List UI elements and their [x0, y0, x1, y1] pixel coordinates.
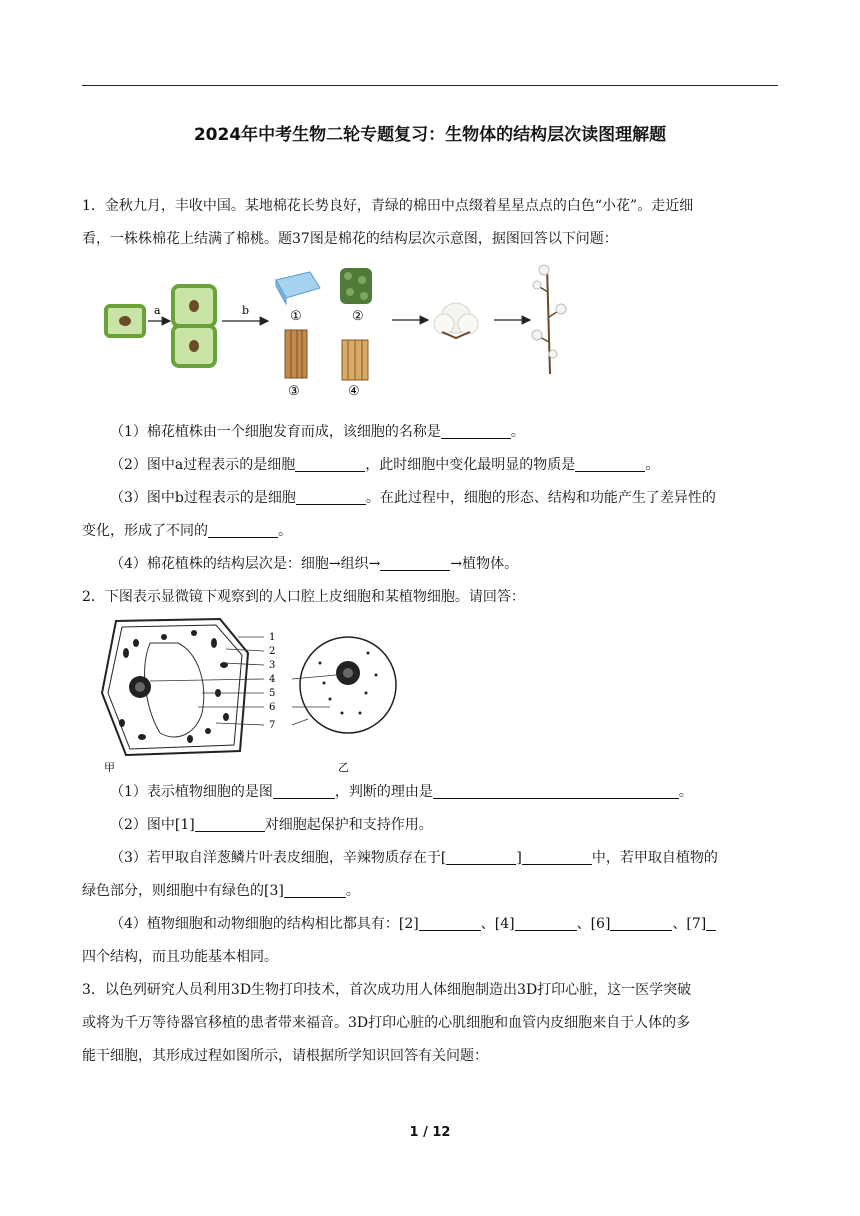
- label-a: a: [154, 304, 161, 317]
- q1-intro-line1: 1．金秋九月，丰收中国。某地棉花长势良好，青绿的棉田中点缀着星星点点的白色“小花”。走近细: [82, 198, 694, 214]
- cotton-plant-image: [532, 265, 566, 374]
- plant-cell-diagram: [102, 619, 248, 755]
- tissue-2-label: ②: [352, 309, 364, 324]
- label-4: 4: [269, 674, 276, 685]
- label-5: 5: [269, 688, 276, 699]
- q3-line1: 3．以色列研究人员利用3D生物打印技术，首次成功用人体细胞制造出3D打印心脏，这一医学突破: [82, 982, 692, 998]
- answer-blank[interactable]: [295, 457, 365, 472]
- answer-blank[interactable]: [575, 457, 645, 472]
- label-jia: 甲: [104, 761, 115, 773]
- label-b: b: [242, 304, 250, 317]
- answer-blank[interactable]: [610, 916, 672, 931]
- tissue-3-image: [285, 330, 307, 378]
- page-number: 1 / 12: [409, 1125, 451, 1140]
- animal-cell-diagram: [292, 637, 396, 733]
- q2-sub1: （1）表示植物细胞的是图 ，判断的理由是 。: [110, 784, 693, 800]
- tissue-3-label: ③: [288, 384, 300, 399]
- tissue-4-image: [342, 340, 368, 380]
- q2-sub4-cont: 四个结构，而且功能基本相同。: [82, 949, 278, 965]
- q1-sub4: （4）棉花植株的结构层次是：细胞→组织→ →植物体。: [110, 556, 519, 572]
- label-2: 2: [269, 646, 276, 657]
- tissue-1-image: [276, 272, 320, 304]
- tissue-4-label: ④: [348, 384, 360, 399]
- tissue-1-label: ①: [290, 309, 302, 324]
- q2-sub4: （4）植物细胞和动物细胞的结构相比都具有：[2] 、[4] 、[6] 、[7]: [110, 914, 810, 934]
- label-7: 7: [269, 720, 276, 731]
- q2-sub2: （2）图中[1] 对细胞起保护和支持作用。: [110, 817, 433, 833]
- answer-blank[interactable]: [208, 523, 278, 538]
- answer-blank[interactable]: [522, 850, 592, 865]
- answer-blank[interactable]: [296, 490, 366, 505]
- answer-blank[interactable]: [380, 556, 450, 571]
- answer-blank[interactable]: [284, 883, 346, 898]
- header-rule: [82, 85, 778, 86]
- label-6: 6: [269, 702, 276, 713]
- answer-blank[interactable]: [446, 850, 516, 865]
- answer-blank[interactable]: [195, 817, 265, 832]
- page-title: 2024年中考生物二轮专题复习：生物体的结构层次读图理解题: [193, 125, 667, 145]
- q2-sub3: （3）若甲取自洋葱鳞片叶表皮细胞，辛辣物质存在于[ ] 中，若甲取自植物的: [110, 850, 718, 866]
- q1-intro-line2: 看，一株株棉花上结满了棉桃。题37图是棉花的结构层次示意图，据图回答以下问题：: [82, 231, 618, 247]
- q2-intro: 2．下图表示显微镜下观察到的人口腔上皮细胞和某植物细胞。请回答：: [82, 589, 525, 605]
- answer-blank[interactable]: [515, 916, 577, 931]
- answer-blank[interactable]: [441, 424, 511, 439]
- cotton-boll-image: [434, 303, 478, 338]
- answer-blank[interactable]: [706, 916, 716, 931]
- q1-sub1: （1）棉花植株由一个细胞发育而成，该细胞的名称是 。: [110, 424, 525, 440]
- q1-sub2: （2）图中a过程表示的是细胞 ，此时细胞中变化最明显的物质是 。: [110, 457, 660, 473]
- q2-sub3-cont: 绿色部分，则细胞中有绿色的[3] 。: [82, 883, 360, 899]
- q3-line2: 或将为千万等待器官移植的患者带来福音。3D打印心脏的心肌细胞和血管内皮细胞来自于人体的多: [82, 1015, 691, 1031]
- q1-sub3: （3）图中b过程表示的是细胞 。在此过程中，细胞的形态、结构和功能产生了差异性的: [110, 490, 716, 506]
- answer-blank[interactable]: [273, 784, 335, 799]
- tissue-2-image: [340, 268, 372, 304]
- answer-blank[interactable]: [433, 784, 679, 799]
- answer-blank[interactable]: [419, 916, 481, 931]
- label-1: 1: [269, 632, 276, 643]
- q1-sub3-cont: 变化，形成了不同的 。: [82, 523, 292, 539]
- single-cell-image: [106, 306, 144, 336]
- cell-comparison-figure: [98, 613, 398, 773]
- divided-cells-image: [173, 286, 215, 366]
- cotton-structure-figure: [98, 262, 598, 402]
- q3-line3: 能干细胞，其形成过程如图所示，请根据所学知识回答有关问题：: [82, 1048, 488, 1064]
- label-3: 3: [269, 660, 276, 671]
- label-yi: 乙: [338, 761, 349, 773]
